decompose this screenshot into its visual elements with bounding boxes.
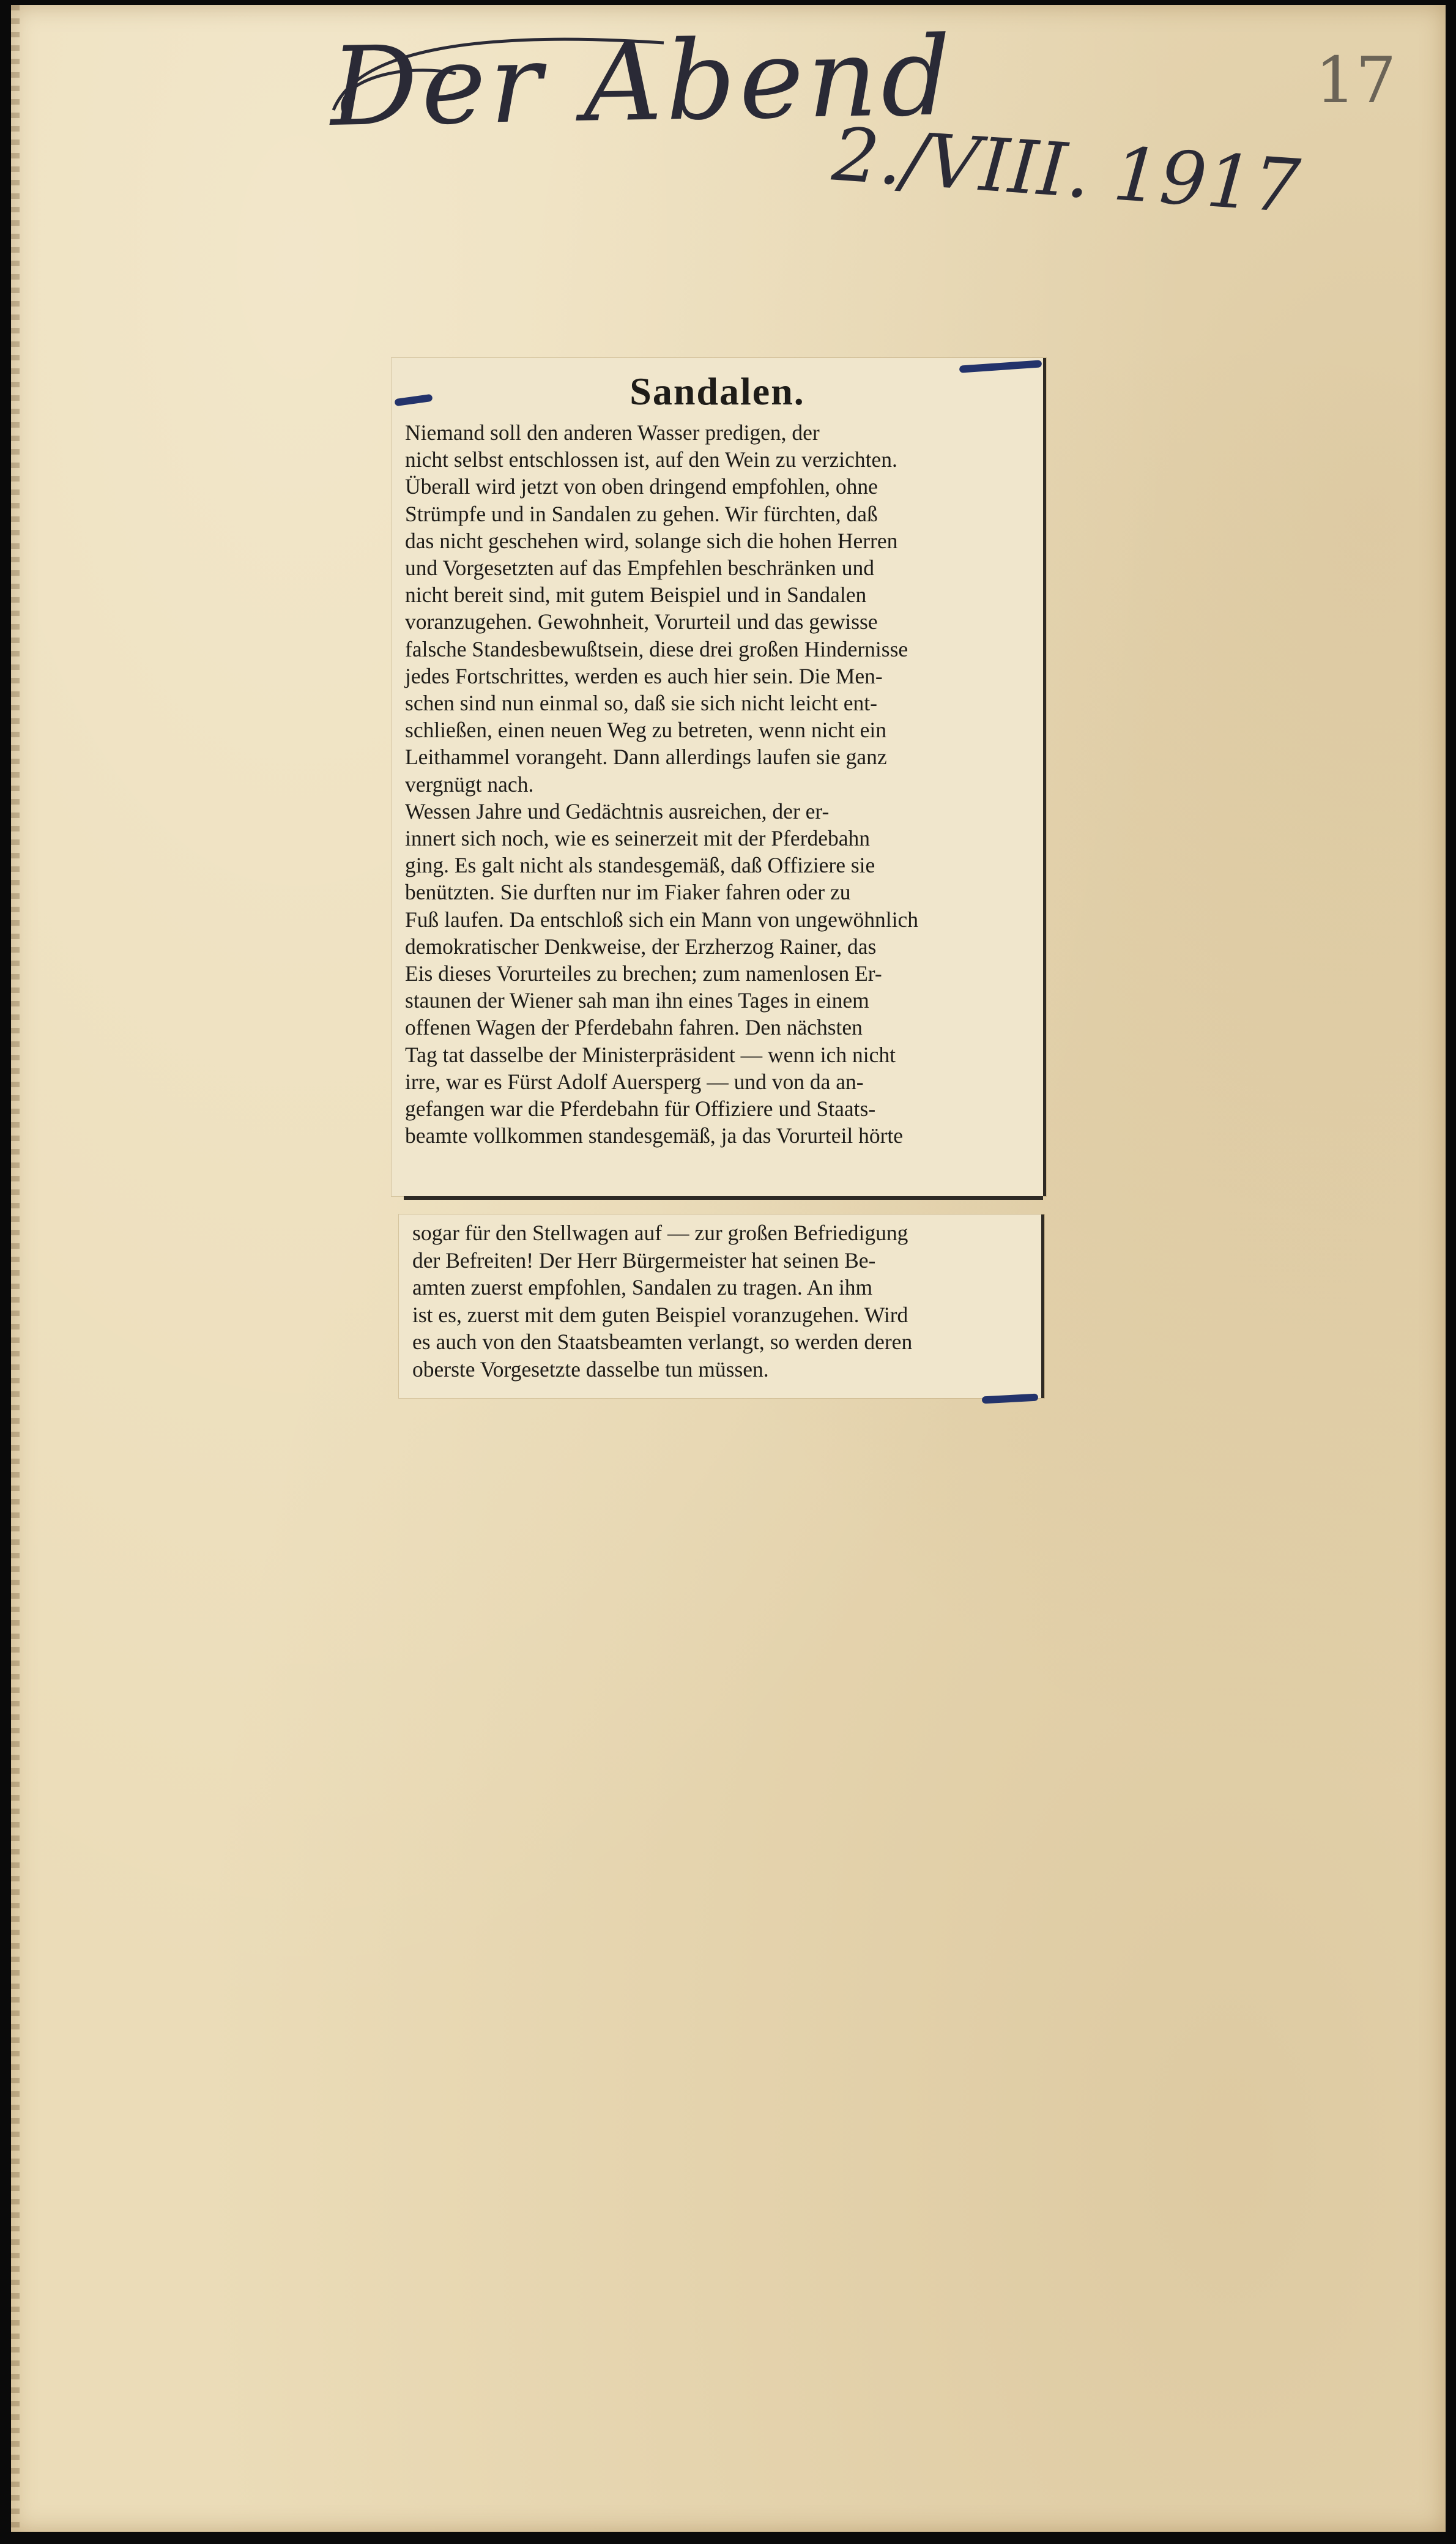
article-continuation: sogar für den Stellwagen auf — zur großen Befriedigung der Befreiten! Der Herr Bürgermeister hat seinen Be- amten zuerst empfohlen, Sandalen zu tragen. An ihm ist es, zuerst mit dem guten Beispiel voranzugehen. Wird es auch von den Staatsbeamten verlangt, so werden deren oberste Vorgesetzte dasselbe tun müssen. (412, 1221, 913, 1382)
article-paragraph-2: Wessen Jahre und Gedächtnis ausreichen, der er- innert sich noch, wie es seinerzeit mit der Pferdebahn ging. Es galt nicht als standesgemäß, daß Offiziere sie benützten. Sie durften nur im Fiaker fahren oder zu Fuß laufen. Da entschloß sich ein Mann von ungewöhnlich demokratischer Denkweise, der Erzherzog Rainer, das Eis dieses Vorurteiles zu brechen; zum namenlosen Er- staunen der Wiener sah man ihn eines Tages in einem offenen Wagen der Pferdebahn fahren. Den nächsten Tag tat dasselbe der Ministerpräsident — wenn ich nicht irre, war es Fürst Adolf Auersperg — und von da an- gefangen war die Pferdebahn für Offiziere und Staats- beamte vollkommen standesgemäß, ja das Vorurteil hörte (405, 798, 919, 1148)
handwritten-date: 2./VIII. 1917 (830, 112, 1303, 230)
handwritten-newspaper-title: Der Abend (329, 13, 956, 151)
newspaper-clipping-continuation (399, 1214, 1044, 1398)
torn-left-edge (11, 5, 20, 2532)
newspaper-clipping-main (392, 358, 1046, 1196)
column-divider-rule (404, 1196, 1043, 1200)
page-number: 17 (1315, 43, 1397, 117)
article-paragraph-1: Niemand soll den anderen Wasser predigen, der nicht selbst entschlossen ist, auf den Wein zu verzichten. Überall wird jetzt von oben dringend empfohlen, ohne Strümpfe und in Sandalen zu gehen. Wir fürchten, daß das nicht geschehen wird, solange sich die hohen Herren und Vorgesetzten auf das Empfehlen beschränken und nicht bereit sind, mit gutem Beispiel und in Sandalen voranzugehen. Gewohnheit, Vorurteil und das gewisse falsche Standesbewußtsein, diese drei großen Hindernisse jedes Fortschrittes, werden es auch hier sein. Die Men- schen sind nun einmal so, daß sie sich nicht leicht ent- schließen, einen neuen Weg zu betreten, wenn nicht ein Leithammel vorangeht. Dann allerdings laufen sie ganz vergnügt nach. (405, 420, 908, 797)
article-headline: Sandalen. (630, 370, 805, 413)
